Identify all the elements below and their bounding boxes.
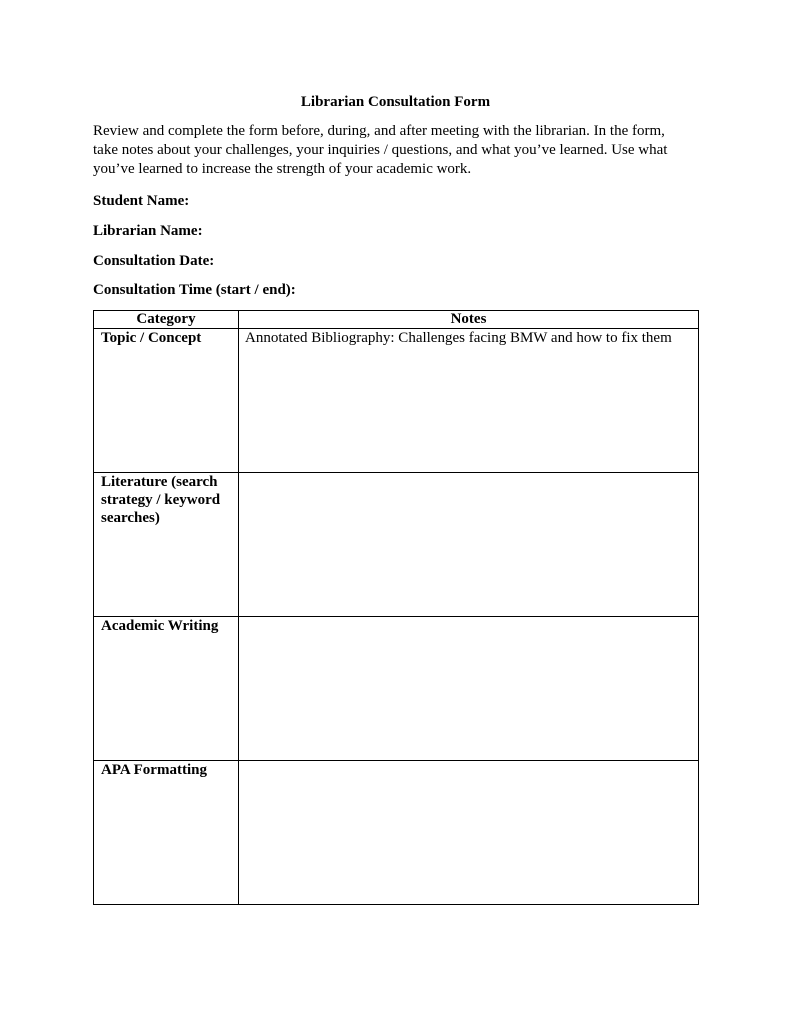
- intro-paragraph: [93, 122, 703, 179]
- table-header-row: [94, 311, 699, 329]
- intro-line: you’ve learned to increase the strength of your academic work.: [93, 161, 472, 177]
- page-title: Librarian Consultation Form: [300, 94, 491, 110]
- intro-line: Review and complete the form before, during, and after meeting with the librarian. In the form,: [93, 123, 665, 139]
- consultation-table: [93, 310, 699, 905]
- consultation-time-label: Consultation Time (start / end):: [93, 282, 296, 298]
- table-row: [94, 617, 699, 761]
- notes-cell[interactable]: [239, 617, 699, 761]
- category-cell: Topic / Concept: [94, 329, 239, 473]
- librarian-name-label: Librarian Name:: [93, 223, 203, 239]
- header-notes: Notes: [239, 311, 699, 329]
- category-cell: Literature (search strategy / keyword searches): [94, 473, 239, 617]
- category-cell: APA Formatting: [94, 761, 239, 905]
- notes-cell[interactable]: Annotated Bibliography: Challenges facing BMW and how to fix them: [239, 329, 699, 473]
- notes-cell[interactable]: [239, 473, 699, 617]
- intro-line: take notes about your challenges, your inquiries / questions, and what you’ve learned. Use what: [93, 142, 668, 158]
- notes-cell[interactable]: [239, 761, 699, 905]
- header-category: Category: [94, 311, 239, 329]
- table-row: [94, 473, 699, 617]
- table-row: [94, 329, 699, 473]
- consultation-date-label: Consultation Date:: [93, 253, 215, 269]
- student-name-label: Student Name:: [93, 193, 190, 209]
- category-cell: Academic Writing: [94, 617, 239, 761]
- table-row: [94, 761, 699, 905]
